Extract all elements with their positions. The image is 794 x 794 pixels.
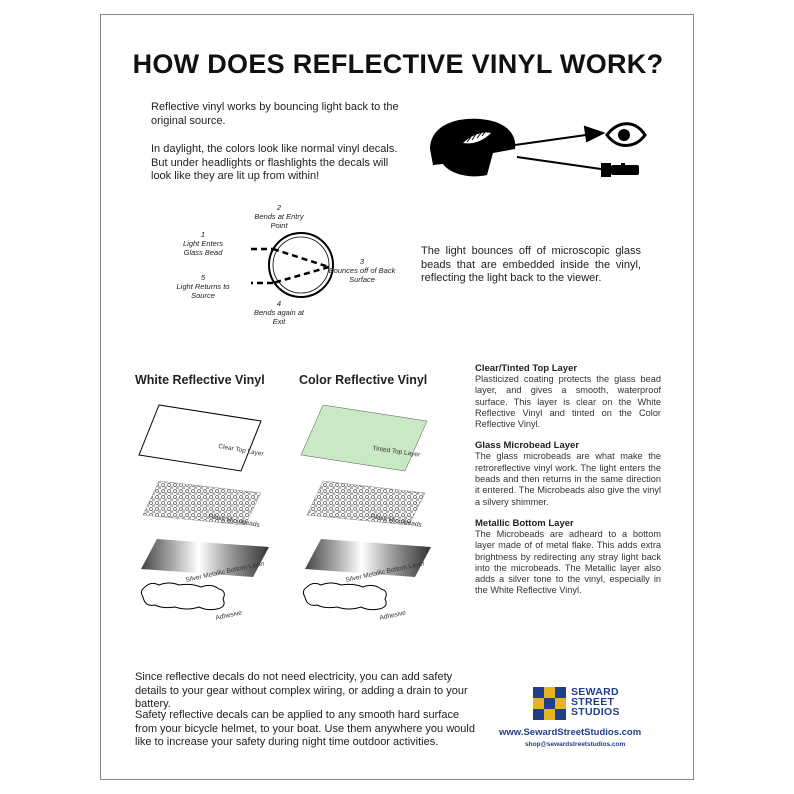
- white-metal-label: Silver Metallic Bottom Layer: [185, 560, 266, 584]
- top-layer-text: Plasticized coating protects the glass bead layer, and gives a smooth, waterproof surface. This layer is clear on the White Reflective Vinyl and tinted on the Color Reflective Vinyl.: [475, 374, 661, 430]
- metal-layer-heading: Metallic Bottom Layer: [475, 517, 574, 529]
- color-tinted-top-layer: [301, 405, 427, 471]
- white-adhesive-label: Adhesive: [215, 609, 243, 622]
- eye-icon: [607, 124, 645, 146]
- step-4-label: 4 Bends again at Exit: [253, 299, 305, 326]
- white-top-layer-label: Clear Top Layer: [217, 443, 265, 458]
- footer-paragraph-2: Safety reflective decals can be applied to any smooth hard surface from your bicycle helmet, to your boat. Use them anywhere you would like to increase your safety during night time outdoor activities.: [135, 709, 475, 748]
- intro-paragraph-1: Reflective vinyl works by bouncing light back to the original source.: [151, 101, 399, 127]
- white-vinyl-title: White Reflective Vinyl: [135, 373, 265, 387]
- bounce-explanation: The light bounces off of microscopic glass beads that are embedded inside the vinyl, reflecting the light back to the viewer.: [421, 245, 641, 284]
- color-top-layer-label: Tinted Top Layer: [372, 445, 421, 459]
- step-5-label: 5 Light Returns to Source: [176, 273, 230, 300]
- layer-descriptions: [475, 363, 661, 597]
- bead-layer-heading: Glass Microbead Layer: [475, 440, 580, 452]
- step-3-label: 3 Bounces off of Back Surface: [328, 257, 396, 284]
- color-adhesive-layer: [303, 583, 386, 610]
- white-clear-top-layer: [139, 405, 261, 471]
- color-metal-label: Silver Metallic Bottom Layer: [345, 560, 426, 584]
- intro-paragraph-2: In daylight, the colors look like normal vinyl decals. But under headlights or flashlights the decals will look like they are lit up from within!: [151, 143, 398, 182]
- white-metallic-layer: [141, 539, 269, 577]
- step-1-label: 1 Light Enters Glass Bead: [182, 230, 224, 257]
- flashlight-icon: [601, 163, 639, 177]
- logo-wordmark: SEWARD STREET STUDIOS: [571, 686, 620, 718]
- seward-street-studios-logo-icon: [533, 687, 567, 721]
- color-beads-label: Glass Microbeads: [369, 513, 423, 529]
- white-adhesive-layer: [141, 583, 224, 610]
- top-layer-heading: Clear/Tinted Top Layer: [475, 363, 578, 374]
- website-link[interactable]: www.SewardStreetStudios.com: [499, 727, 642, 738]
- page-title: HOW DOES REFLECTIVE VINYL WORK?: [132, 49, 664, 79]
- layer-stack-illustrations: [101, 393, 461, 643]
- white-beads-label: Glass Microbeads: [207, 513, 261, 529]
- footer-paragraph-1: Since reflective decals do not need electricity, you can add safety details to your gear without complex wiring, or adding a drain to your battery.: [135, 671, 468, 710]
- light-beam-lines: [515, 127, 603, 169]
- metal-layer-text: The Microbeads are adheard to a bottom layer made of of metal flake. This adds extra brightness by redirecting any stray light back into the microbeads. The Metallic layer also adds a silver tone to the vinyl, especially in the White Reflective Vinyl.: [475, 528, 661, 596]
- bead-layer-text: The glass microbeads are what make the retroreflective vinyl work. The light enters the beads and then returns in the same direction it entered. The Microbeads also give the vinyl a silvery shimmer.: [475, 451, 661, 507]
- info-sheet: [100, 14, 694, 780]
- color-microbead-layer: [307, 481, 425, 525]
- color-adhesive-label: Adhesive: [379, 609, 407, 622]
- step-2-label: 2 Bends at Entry Point: [254, 203, 304, 230]
- helmet-eye-flashlight-illustration: [425, 109, 655, 189]
- color-vinyl-title: Color Reflective Vinyl: [299, 373, 428, 387]
- email-link[interactable]: shop@sewardstreetstudios.com: [525, 741, 626, 748]
- helmet-icon: [430, 119, 515, 177]
